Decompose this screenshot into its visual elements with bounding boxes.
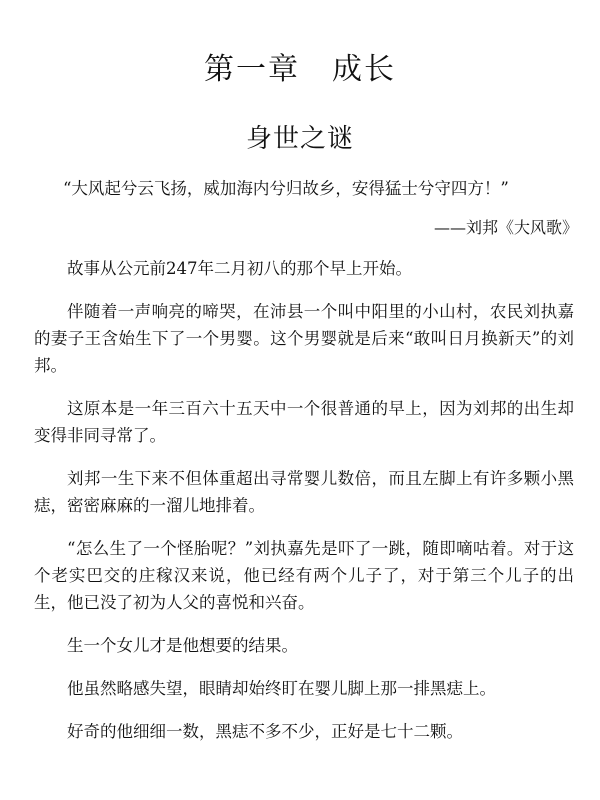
paragraph: 伴随着一声响亮的啼哭，在沛县一个叫中阳里的小山村，农民刘执嘉的妻子王含始生下了一个男婴。这个男婴就是后来“敢叫日月换新天”的刘邦。 xyxy=(34,302,574,375)
section-title: 身世之谜 xyxy=(245,124,354,154)
paragraph: 故事从公元前247年二月初八的那个早上开始。 xyxy=(67,259,412,278)
paragraph: 生一个女儿才是他想要的结果。 xyxy=(67,636,298,655)
epigraph-quote: “大风起兮云飞扬，威加海内兮归故乡，安得猛士兮守四方！” xyxy=(63,179,509,198)
epigraph-attribution: ——刘邦《大风歌》 xyxy=(433,218,578,237)
paragraph: 好奇的他细细一数，黑痣不多不少，正好是七十二颗。 xyxy=(67,722,463,741)
body-text xyxy=(34,255,574,761)
paragraph: 刘邦一生下来不但体重超出寻常婴儿数倍，而且左脚上有许多颗小黑痣，密密麻麻的一溜儿地排着。 xyxy=(34,469,574,515)
chapter-title: 第一章 成长 xyxy=(204,52,396,87)
paragraph: 这原本是一年三百六十五天中一个很普通的早上，因为刘邦的出生却变得非同寻常了。 xyxy=(34,399,574,445)
paragraph: 他虽然略感失望，眼睛却始终盯在婴儿脚上那一排黑痣上。 xyxy=(67,679,496,698)
paragraph: “怎么生了一个怪胎呢？”刘执嘉先是吓了一跳，随即嘀咕着。对于这个老实巴交的庄稼汉来说，他已经有两个儿子了，对于第三个儿子的出生，他已没了初为人父的喜悦和兴奋。 xyxy=(34,539,574,612)
